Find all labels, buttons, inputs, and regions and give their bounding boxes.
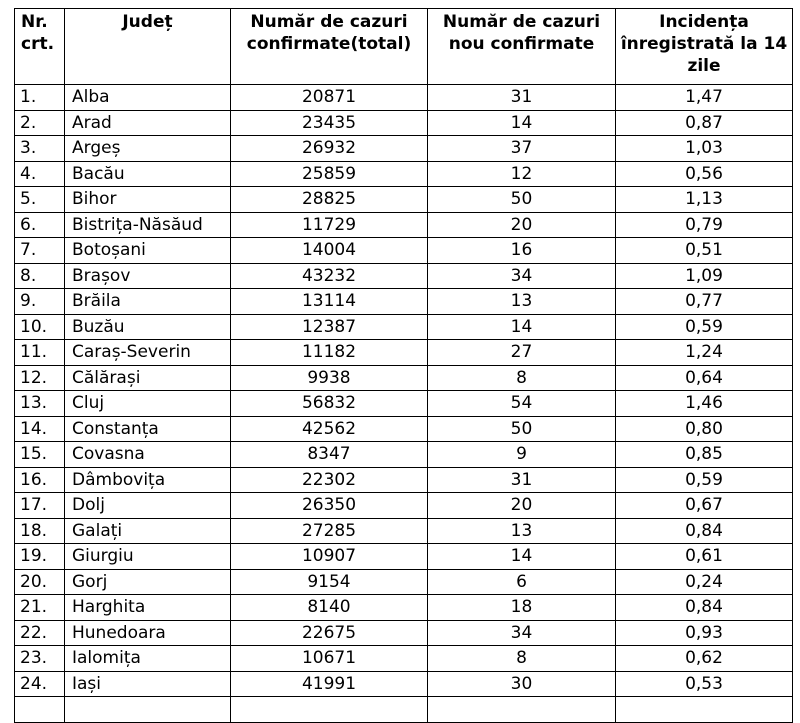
county-name: Bihor [65,187,231,213]
table-row [15,569,793,595]
row-number: 13. [15,391,65,417]
total-cases: 9154 [231,569,428,595]
new-cases: 50 [428,187,616,213]
incidence-value: 0,59 [616,314,793,340]
table-row [15,467,793,493]
table-row [15,161,793,187]
county-name: Botoșani [65,238,231,264]
county-name: Brăila [65,289,231,315]
new-cases: 31 [428,85,616,111]
county-name: Bacău [65,161,231,187]
header-incidence: Incidența înregistrată la 14 zile [616,9,793,85]
incidence-value: 0,61 [616,544,793,570]
county-name: Caraș-Severin [65,340,231,366]
row-number: 16. [15,467,65,493]
cases-table [14,8,793,723]
header-new-cases: Număr de cazuri nou confirmate [428,9,616,85]
new-cases: 20 [428,493,616,519]
table-row [15,136,793,162]
header-nr: Nr. crt. [15,9,65,85]
new-cases: 13 [428,289,616,315]
new-cases: 14 [428,544,616,570]
county-name: Ialomița [65,646,231,672]
table-row [15,595,793,621]
total-cases: 26932 [231,136,428,162]
table-row [15,110,793,136]
row-number: 8. [15,263,65,289]
new-cases: 50 [428,416,616,442]
county-name: Hunedoara [65,620,231,646]
incidence-value: 1,03 [616,136,793,162]
table-row [15,340,793,366]
county-name: Giurgiu [65,544,231,570]
county-name: Dolj [65,493,231,519]
table-row [15,620,793,646]
new-cases: 8 [428,646,616,672]
header-total-cases: Număr de cazuri confirmate(total) [231,9,428,85]
row-number: 24. [15,671,65,697]
new-cases: 37 [428,136,616,162]
table-row [15,416,793,442]
total-cases: 23435 [231,110,428,136]
empty-cell [616,697,793,723]
total-cases: 9938 [231,365,428,391]
empty-cell [15,697,65,723]
incidence-value: 1,13 [616,187,793,213]
table-row [15,671,793,697]
county-name: Galați [65,518,231,544]
total-cases: 22675 [231,620,428,646]
row-number: 21. [15,595,65,621]
header-row [15,9,793,85]
row-number: 7. [15,238,65,264]
row-number: 9. [15,289,65,315]
county-name: Alba [65,85,231,111]
table-row [15,289,793,315]
table-row [15,85,793,111]
row-number: 14. [15,416,65,442]
new-cases: 16 [428,238,616,264]
row-number: 2. [15,110,65,136]
incidence-value: 0,87 [616,110,793,136]
total-cases: 8140 [231,595,428,621]
incidence-value: 0,85 [616,442,793,468]
county-name: Buzău [65,314,231,340]
table-row [15,187,793,213]
county-name: Dâmbovița [65,467,231,493]
table-row [15,314,793,340]
new-cases: 13 [428,518,616,544]
incidence-value: 0,62 [616,646,793,672]
incidence-value: 1,46 [616,391,793,417]
row-number: 19. [15,544,65,570]
county-name: Călărași [65,365,231,391]
table-row [15,442,793,468]
incidence-value: 0,84 [616,595,793,621]
new-cases: 30 [428,671,616,697]
row-number: 18. [15,518,65,544]
total-cases: 8347 [231,442,428,468]
incidence-value: 0,64 [616,365,793,391]
empty-cell [65,697,231,723]
total-cases: 20871 [231,85,428,111]
new-cases: 18 [428,595,616,621]
new-cases: 20 [428,212,616,238]
row-number: 6. [15,212,65,238]
table-row [15,263,793,289]
header-judet: Județ [65,9,231,85]
new-cases: 14 [428,110,616,136]
total-cases: 27285 [231,518,428,544]
new-cases: 34 [428,263,616,289]
county-name: Argeș [65,136,231,162]
row-number: 1. [15,85,65,111]
total-cases: 28825 [231,187,428,213]
new-cases: 54 [428,391,616,417]
new-cases: 12 [428,161,616,187]
row-number: 4. [15,161,65,187]
total-cases: 43232 [231,263,428,289]
table-body [15,85,793,723]
total-cases: 41991 [231,671,428,697]
incidence-value: 0,77 [616,289,793,315]
row-number: 5. [15,187,65,213]
total-cases: 42562 [231,416,428,442]
new-cases: 27 [428,340,616,366]
new-cases: 8 [428,365,616,391]
new-cases: 6 [428,569,616,595]
county-name: Cluj [65,391,231,417]
new-cases: 9 [428,442,616,468]
incidence-value: 0,67 [616,493,793,519]
county-name: Iași [65,671,231,697]
total-cases: 13114 [231,289,428,315]
new-cases: 14 [428,314,616,340]
county-name: Gorj [65,569,231,595]
table-row [15,493,793,519]
empty-cell [231,697,428,723]
incidence-value: 1,47 [616,85,793,111]
county-name: Arad [65,110,231,136]
incidence-value: 1,09 [616,263,793,289]
row-number: 10. [15,314,65,340]
row-number: 20. [15,569,65,595]
county-name: Brașov [65,263,231,289]
row-number: 11. [15,340,65,366]
incidence-value: 0,93 [616,620,793,646]
row-number: 17. [15,493,65,519]
total-cases: 10671 [231,646,428,672]
incidence-value: 1,24 [616,340,793,366]
row-number: 15. [15,442,65,468]
row-number: 3. [15,136,65,162]
incidence-value: 0,79 [616,212,793,238]
incidence-value: 0,56 [616,161,793,187]
total-cases: 22302 [231,467,428,493]
empty-cell [428,697,616,723]
total-cases: 56832 [231,391,428,417]
table-row [15,544,793,570]
table-row-partial [15,697,793,723]
row-number: 23. [15,646,65,672]
county-name: Constanța [65,416,231,442]
new-cases: 34 [428,620,616,646]
incidence-value: 0,80 [616,416,793,442]
table-row [15,212,793,238]
incidence-value: 0,24 [616,569,793,595]
incidence-value: 0,84 [616,518,793,544]
total-cases: 11182 [231,340,428,366]
row-number: 22. [15,620,65,646]
total-cases: 11729 [231,212,428,238]
total-cases: 14004 [231,238,428,264]
table-row [15,646,793,672]
total-cases: 10907 [231,544,428,570]
county-name: Bistrița-Năsăud [65,212,231,238]
row-number: 12. [15,365,65,391]
county-name: Covasna [65,442,231,468]
new-cases: 31 [428,467,616,493]
incidence-value: 0,53 [616,671,793,697]
incidence-value: 0,51 [616,238,793,264]
county-name: Harghita [65,595,231,621]
total-cases: 26350 [231,493,428,519]
table-row [15,518,793,544]
table-row [15,238,793,264]
total-cases: 25859 [231,161,428,187]
table-row [15,365,793,391]
total-cases: 12387 [231,314,428,340]
incidence-value: 0,59 [616,467,793,493]
table-row [15,391,793,417]
